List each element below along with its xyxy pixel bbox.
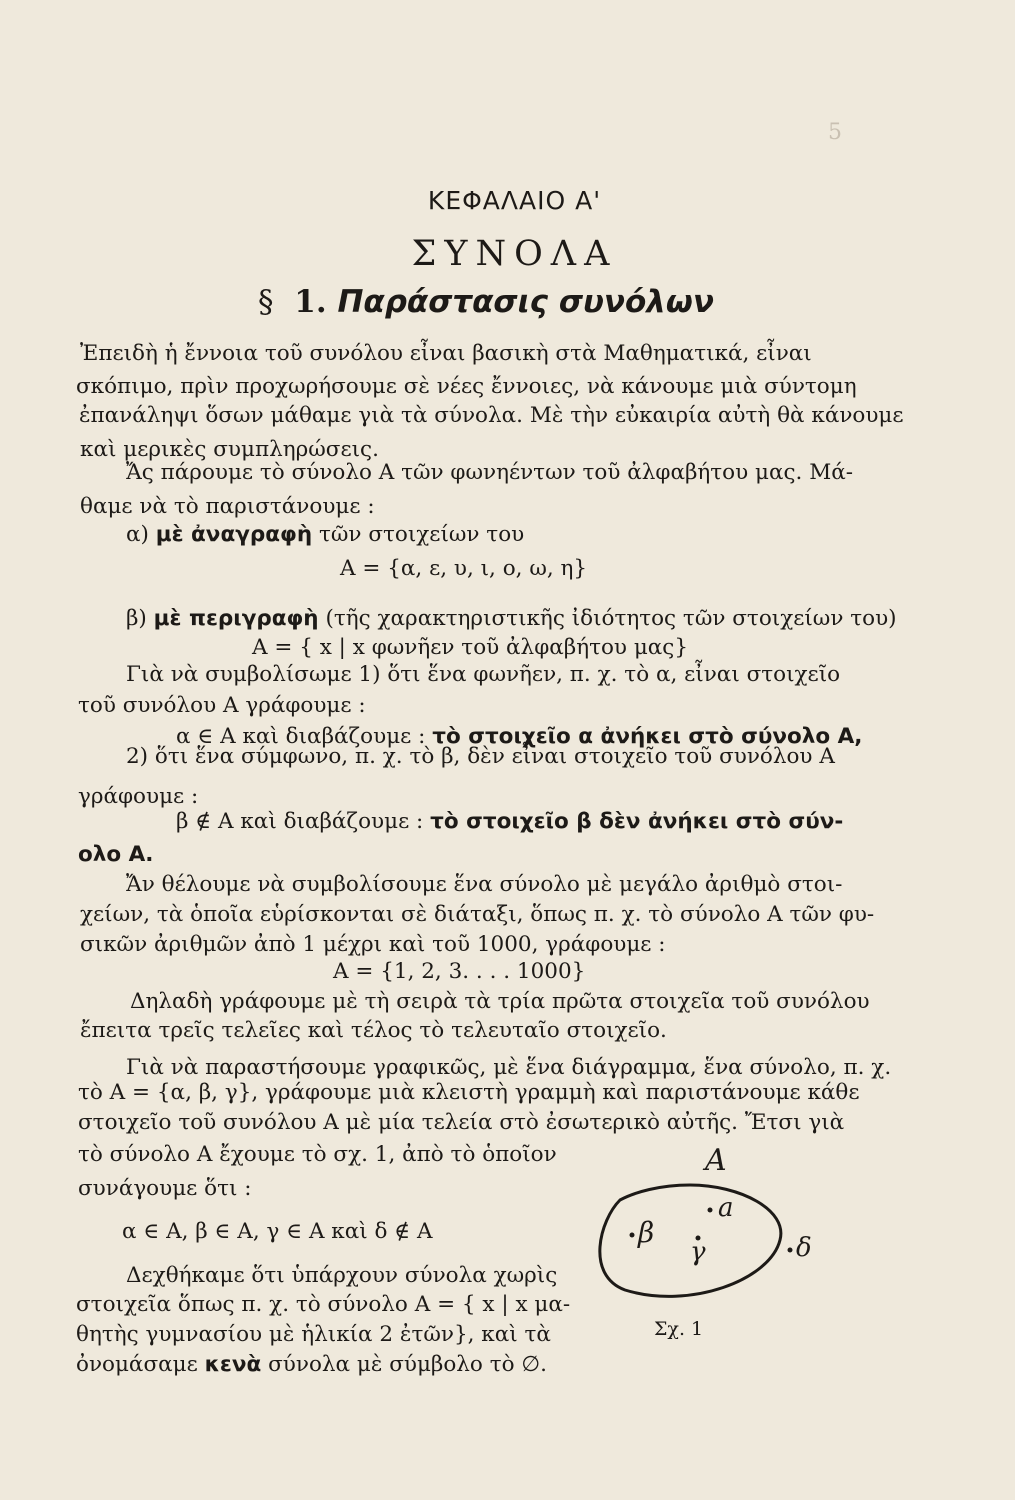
- line-text: β ∉ Α καὶ διαβάζουμε :: [176, 809, 424, 834]
- line-text: 2) ὅτι ἕνα σύμφωνο, π. χ. τὸ β, δὲν εἶναι στοιχεῖο τοῦ συνόλου Α: [126, 744, 835, 769]
- text-line: [76, 1321, 551, 1349]
- line-text: Ἐπειδὴ ἡ ἔννοια τοῦ συνόλου εἶναι βασικὴ στὰ Μαθηματικά, εἶναι: [80, 341, 812, 366]
- page-number: 5: [828, 120, 842, 145]
- element-d: δ: [796, 1233, 812, 1263]
- line-text: Γιὰ νὰ παραστήσουμε γραφικῶς, μὲ ἕνα διάγραμμα, ἕνα σύνολο, π. χ.: [126, 1055, 892, 1080]
- emphasis-text: ολο Α.: [78, 842, 154, 867]
- line-text: Δεχθήκαμε ὅτι ὑπάρχουν σύνολα χωρὶς: [126, 1263, 558, 1288]
- line-text: σκόπιμο, πρὶν προχωρήσουμε σὲ νέες ἔννοιες, νὰ κάνουμε μιὰ σύντομη: [76, 374, 857, 399]
- line-text: Α = { x | x φωνῆεν τοῦ ἀλφαβήτου μας}: [252, 635, 689, 660]
- line-text: τὸ σύνολο Α ἔχουμε τὸ σχ. 1, ἀπὸ τὸ ὁποῖον: [78, 1142, 557, 1167]
- text-line: [126, 871, 842, 899]
- line-text: ἐπανάληψι ὅσων μάθαμε γιὰ τὰ σύνολα. Μὲ τὴν εὐκαιρία αὐτὴ θὰ κάνουμε: [79, 403, 904, 428]
- line-text: σύνολα μὲ σύμβολο τὸ ∅.: [268, 1352, 547, 1377]
- emphasis-text: τὸ στοιχεῖο β δὲν ἀνήκει στὸ σύν-: [430, 809, 844, 834]
- element-dot: [708, 1208, 713, 1213]
- line-text: Α = {α, ε, υ, ι, ο, ω, η}: [340, 556, 588, 581]
- element-a: a: [718, 1193, 734, 1223]
- line-text: γράφουμε :: [78, 784, 199, 809]
- line-text: Ἄς πάρουμε τὸ σύνολο Α τῶν φωνηέντων τοῦ ἀλφαβήτου μας. Μά-: [126, 460, 854, 485]
- text-line: [126, 459, 853, 487]
- line-text: ἔπειτα τρεῖς τελεῖες καὶ τέλος τὸ τελευταῖο στοιχεῖο.: [80, 1018, 667, 1043]
- text-line: [78, 692, 366, 720]
- line-text: τῶν στοιχείων του: [319, 522, 525, 547]
- text-line: [340, 555, 587, 583]
- text-line: [80, 901, 874, 929]
- element-b: β: [638, 1216, 655, 1249]
- section-name: Παράστασις συνόλων: [337, 284, 714, 320]
- emphasis-text: μὲ περιγραφὴ: [153, 606, 319, 631]
- text-line: [126, 605, 897, 633]
- text-line: [130, 988, 870, 1016]
- text-line: [126, 661, 840, 689]
- chapter-title: ΣΥΝΟΛΑ: [411, 234, 618, 274]
- figure-caption: Σχ. 1: [654, 1318, 704, 1340]
- element-c: γ: [690, 1237, 706, 1267]
- emphasis-text: μὲ ἀναγραφὴ: [155, 522, 313, 547]
- text-line: [80, 340, 812, 368]
- text-line: [76, 373, 857, 401]
- text-line: [126, 743, 835, 771]
- line-text: Γιὰ νὰ συμβολίσωμε 1) ὅτι ἕνα φωνῆεν, π. χ. τὸ α, εἶναι στοιχεῖο: [126, 662, 841, 687]
- text-line: [80, 493, 375, 521]
- section-heading: [258, 284, 714, 320]
- text-line: [76, 1291, 570, 1319]
- text-line: [333, 958, 585, 986]
- text-line: [80, 931, 666, 959]
- text-line: [78, 1141, 557, 1169]
- text-line: [76, 1351, 547, 1379]
- section-number: 1.: [294, 284, 327, 320]
- line-text: θητὴς γυμνασίου μὲ ἡλικία 2 ἐτῶν}, καὶ τὰ: [76, 1322, 551, 1347]
- line-text: χείων, τὰ ὁποῖα εὑρίσκονται σὲ διάταξι, ὅπως π. χ. τὸ σύνολο Α τῶν φυ-: [80, 902, 875, 927]
- line-text: α): [126, 522, 149, 547]
- text-line: [80, 1017, 667, 1045]
- line-text: Α = {1, 2, 3. . . . 1000}: [333, 959, 586, 984]
- set-label: A: [705, 1143, 727, 1178]
- text-line: [126, 1262, 557, 1290]
- text-line: [79, 402, 904, 430]
- line-text: α ∈ Α, β ∈ Α, γ ∈ Α καὶ δ ∉ Α: [122, 1219, 433, 1244]
- line-text: β): [126, 606, 147, 631]
- line-text: Δηλαδὴ γράφουμε μὲ τὴ σειρὰ τὰ τρία πρῶτα στοιχεῖα τοῦ συνόλου: [130, 989, 870, 1014]
- text-line: [78, 841, 153, 869]
- venn-diagram: [580, 1140, 850, 1300]
- emphasis-text: κενὰ: [204, 1352, 262, 1377]
- chapter-heading: ΚΕΦΑΛΑΙΟ Α': [427, 186, 602, 215]
- line-text: ὀνομάσαμε: [76, 1352, 198, 1377]
- line-text: στοιχεῖα ὅπως π. χ. τὸ σύνολο Α = { x | x μα-: [76, 1292, 571, 1317]
- line-text: τοῦ συνόλου Α γράφουμε :: [78, 693, 366, 718]
- line-text: συνάγουμε ὅτι :: [78, 1176, 252, 1201]
- line-text: στοιχεῖο τοῦ συνόλου Α μὲ μία τελεία στὸ ἐσωτερικὸ αὐτῆς. Ἔτσι γιὰ: [78, 1110, 845, 1135]
- text-line: [126, 521, 524, 549]
- line-text: τὸ Α = {α, β, γ}, γράφουμε μιὰ κλειστὴ γραμμὴ καὶ παριστάνουμε κάθε: [78, 1080, 860, 1105]
- line-text: καὶ μερικὲς συμπληρώσεις.: [80, 437, 379, 462]
- line-text: (τῆς χαρακτηριστικῆς ἰδιότητος τῶν στοιχείων του): [325, 606, 897, 631]
- emphasis-text: τὸ στοιχεῖο α ἀνήκει στὸ σύνολο Α,: [432, 724, 863, 749]
- text-line: [78, 783, 198, 811]
- element-dot: [630, 1233, 635, 1238]
- text-line: [78, 1109, 844, 1137]
- text-line: [252, 634, 688, 662]
- text-line: [78, 1175, 252, 1203]
- line-text: θαμε νὰ τὸ παριστάνουμε :: [80, 494, 375, 519]
- line-text: Ἄν θέλουμε νὰ συμβολίσουμε ἕνα σύνολο μὲ μεγάλο ἀριθμὸ στοι-: [126, 872, 843, 897]
- element-dot: [788, 1248, 793, 1253]
- text-line: [122, 1218, 433, 1246]
- text-line: [176, 808, 843, 836]
- section-symbol: §: [258, 284, 274, 320]
- text-line: [126, 1054, 891, 1082]
- text-line: [78, 1079, 860, 1107]
- line-text: σικῶν ἀριθμῶν ἀπὸ 1 μέχρι καὶ τοῦ 1000, γράφουμε :: [80, 932, 666, 957]
- line-text: α ∈ Α καὶ διαβάζουμε :: [176, 724, 426, 749]
